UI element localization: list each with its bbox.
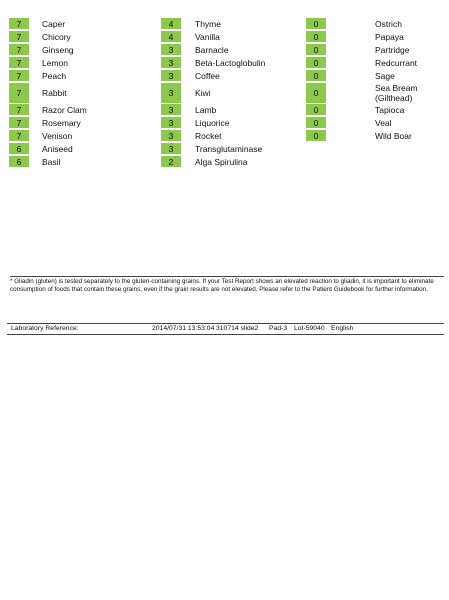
- food-name: Ostrich: [375, 18, 402, 29]
- food-name: Caper: [42, 18, 66, 29]
- score-badge: 3: [161, 143, 181, 154]
- score-badge: 4: [161, 18, 181, 29]
- score-badge: 3: [161, 83, 181, 103]
- score-badge: 3: [161, 70, 181, 81]
- food-name: Vanilla: [195, 31, 220, 42]
- score-badge: 2: [161, 156, 181, 167]
- score-badge: 7: [9, 104, 29, 115]
- score-badge: 6: [9, 156, 29, 167]
- lab-reference-label: Laboratory Reference:: [11, 325, 79, 332]
- table-row: [0, 57, 449, 68]
- score-badge: 6: [9, 143, 29, 154]
- food-name-line: Sea Bream: [375, 83, 418, 93]
- table-row: [0, 104, 449, 115]
- food-name: Aniseed: [42, 143, 73, 154]
- food-name: Papaya: [375, 31, 404, 42]
- food-name: Rosemary: [42, 117, 81, 128]
- food-name: Alga Spirulina: [195, 156, 248, 167]
- score-badge: 3: [161, 57, 181, 68]
- score-badge: 7: [9, 70, 29, 81]
- score-badge: 0: [306, 44, 326, 55]
- food-name: Basil: [42, 156, 61, 167]
- score-badge: 4: [161, 31, 181, 42]
- food-name: Peach: [42, 70, 67, 81]
- food-name: Chicory: [42, 31, 71, 42]
- score-badge: 3: [161, 130, 181, 141]
- table-row: [0, 156, 449, 167]
- food-name: Kiwi: [195, 88, 211, 98]
- food-name: Barnacle: [195, 44, 229, 55]
- score-badge: 0: [306, 130, 326, 141]
- score-badge: 0: [306, 57, 326, 68]
- food-name: Ginseng: [42, 44, 74, 55]
- food-name: Sage: [375, 70, 395, 81]
- food-name: Thyme: [195, 18, 221, 29]
- food-name: Wild Boar: [375, 130, 412, 141]
- gliadin-footnote: * Gliadin (gluten) is tested separately to the gluten-containing grains. If your Test Report shows an elevated reaction to gliadin, it is important to eliminate consumption of foods that contain these grains, even if the grain results are not elevated. Please refer to the Patient Guidebook for further information.: [10, 276, 444, 294]
- score-badge: 0: [306, 117, 326, 128]
- food-name: Lemon: [42, 57, 68, 68]
- food-name: Beta-Lactoglobulin: [195, 57, 266, 68]
- table-row: [0, 70, 449, 81]
- food-name: Venison: [42, 130, 73, 141]
- table-row: [0, 130, 449, 141]
- table-row: [0, 117, 449, 128]
- food-name: Redcurrant: [375, 57, 418, 68]
- food-name: Rabbit: [42, 88, 67, 98]
- score-badge: 7: [9, 130, 29, 141]
- score-badge: 7: [9, 31, 29, 42]
- score-badge: 3: [161, 117, 181, 128]
- score-badge: 3: [161, 104, 181, 115]
- food-name-line: (Gilthead): [375, 93, 413, 103]
- score-badge: 0: [306, 31, 326, 42]
- food-name: Razor Clam: [42, 104, 87, 115]
- lab-reference-bar: [7, 323, 444, 335]
- lot-id: Lot-59040: [294, 325, 325, 332]
- table-row: [0, 143, 449, 154]
- score-badge: 7: [9, 57, 29, 68]
- score-badge: 0: [306, 18, 326, 29]
- slide-id: 310714 slide2: [216, 325, 259, 332]
- score-badge: 0: [306, 104, 326, 115]
- food-name: Partridge: [375, 44, 410, 55]
- food-name: [375, 83, 418, 103]
- table-row: [0, 83, 449, 103]
- score-badge: 7: [9, 18, 29, 29]
- table-row: [0, 18, 449, 29]
- report-language: English: [331, 325, 354, 332]
- food-name: Transglutaminase: [195, 143, 263, 154]
- table-row: [0, 44, 449, 55]
- score-badge: 3: [161, 44, 181, 55]
- food-name: Veal: [375, 117, 392, 128]
- table-row: [0, 31, 449, 42]
- score-badge: 7: [9, 44, 29, 55]
- score-badge: 7: [9, 83, 29, 103]
- score-badge: 7: [9, 117, 29, 128]
- food-name: Rocket: [195, 130, 222, 141]
- food-name: Tapioca: [375, 104, 405, 115]
- score-badge: 0: [306, 70, 326, 81]
- food-name: Liquorice: [195, 117, 230, 128]
- food-name: Coffee: [195, 70, 220, 81]
- food-name: Lamb: [195, 104, 217, 115]
- score-badge: 0: [306, 83, 326, 103]
- report-datetime: 2014/07/31 13:53:04: [152, 325, 215, 332]
- pad-id: Pad-3: [269, 325, 288, 332]
